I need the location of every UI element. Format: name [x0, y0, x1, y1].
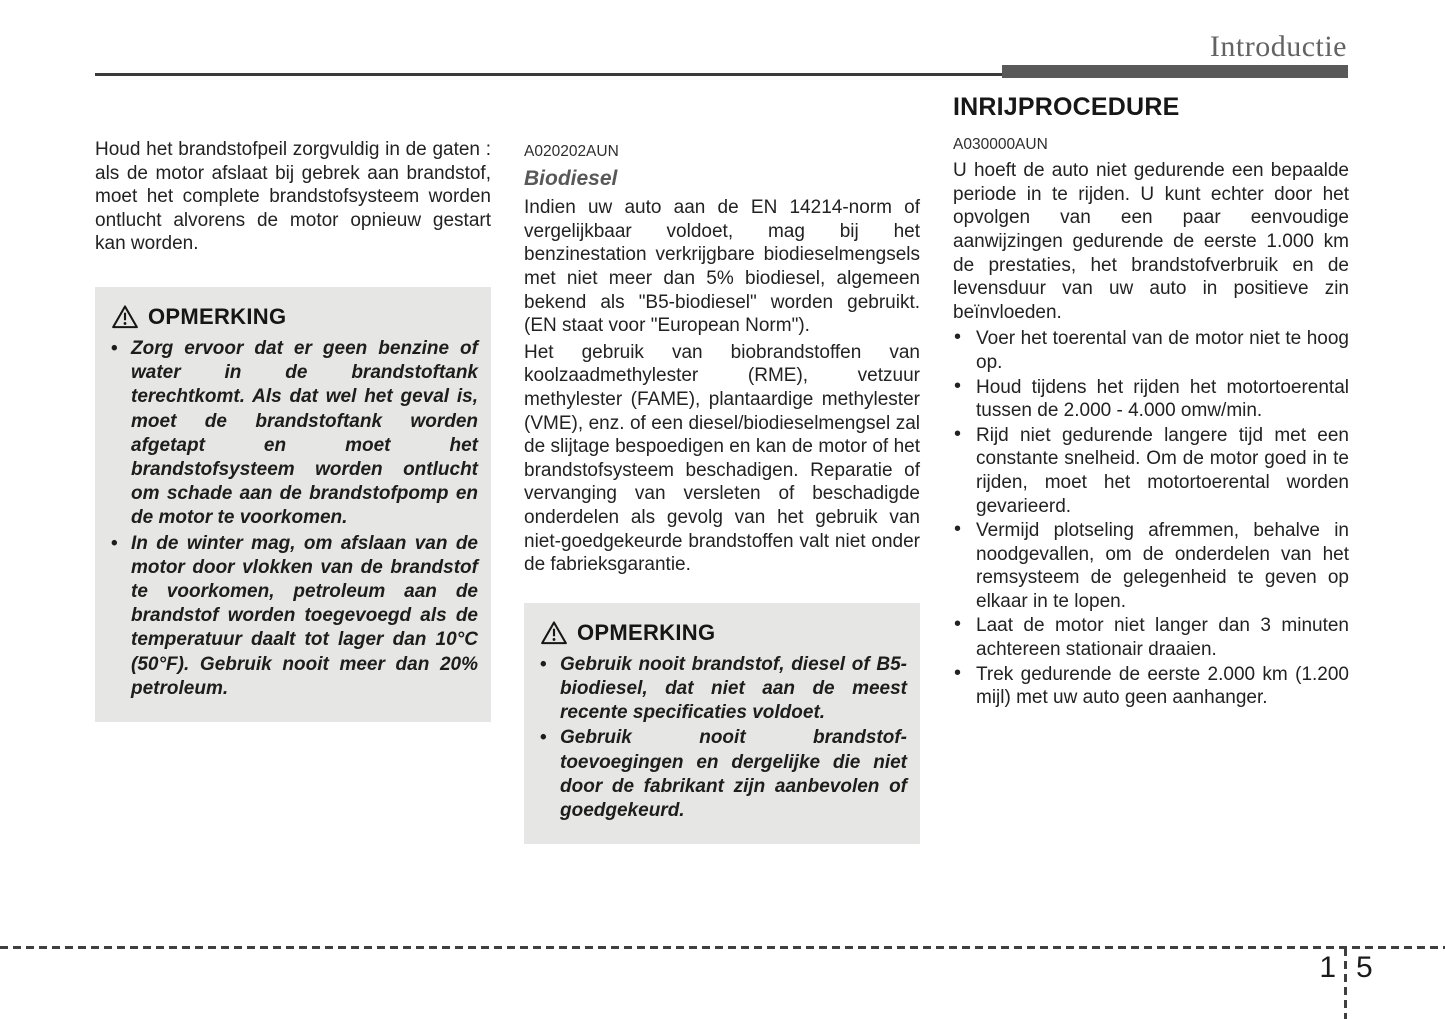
page-number-page: 5 — [1356, 951, 1373, 984]
fuel-level-paragraph: Houd het brandstofpeil zorgvuldig in de gaten : als de motor afslaat bij gebrek aan brandstof, moet het complete brandstofsysteem worden ontlucht alvorens de motor opnieuw gestart kan worden. — [95, 139, 491, 255]
inrij-bullet-list — [953, 327, 1349, 710]
column-middle — [524, 140, 920, 844]
note-bullet-text: Zorg ervoor dat er geen benzine of water in de brandstoftank terechtkomt. Als dat wel het geval is, moet de brandstoftank worden afgetapt en moet het brandstofsysteem worden ontlucht om schade aan de brandstofpomp en de motor te voorkomen. — [131, 337, 478, 529]
bullet-item — [953, 519, 1349, 613]
bullet-item — [953, 376, 1349, 423]
header-rule-thick — [1002, 65, 1348, 78]
note-bullet-text: Gebruik nooit brandstof, diesel of B5-biodiesel, dat niet aan de meest recente specificaties voldoet. — [560, 653, 907, 724]
bullet-text: Laat de motor niet langer dan 3 minuten achtereen stationair draaien. — [976, 615, 1349, 661]
note-bullet-list — [538, 653, 907, 823]
bullet-item — [953, 663, 1349, 710]
footer-dashed-rule — [0, 946, 1445, 949]
note-bullet-item — [538, 726, 907, 823]
bullet-text: Voer het toerental van de motor niet te hoog op. — [976, 328, 1349, 373]
note-bullet-item — [538, 653, 907, 726]
section-code: A020202AUN — [524, 143, 619, 160]
header-rule-thin — [95, 73, 1002, 76]
note-header — [111, 304, 478, 330]
bullet-text: Vermijd plotseling afremmen, behalve in noodgevallen, om de onderdelen van het remsysteem de gelegenheid te geven op elkaar in te lopen. — [976, 520, 1349, 612]
note-bullet-item — [109, 337, 478, 531]
bullet-item — [953, 614, 1349, 661]
note-header — [540, 620, 907, 646]
note-bullet-item — [109, 532, 478, 701]
note-box-biodiesel — [524, 603, 920, 844]
note-bullet-text: Gebruik nooit brandstof- toevoegingen en dergelijke die niet door de fabrikant zijn aanbevolen of goedgekeurd. — [560, 727, 907, 821]
note-bullet-text: In de winter mag, om afslaan van de motor door vlokken van de brandstof te voorkomen, petroleum aan de brandstof worden toegevoegd als de temperatuur daalt tot lager dan 10°C (50°F). Gebruik nooit meer dan 20% petroleum. — [131, 532, 478, 699]
bullet-text: Trek gedurende de eerste 2.000 km (1.200 mijl) met uw auto geen aanhanger. — [976, 663, 1349, 709]
section-code: A030000AUN — [953, 135, 1048, 153]
note-title: OPMERKING — [577, 619, 716, 645]
biodiesel-paragraph-1: Indien uw auto aan de EN 14214-norm of vergelijkbaar voldoet, mag bij het benzinestation verkrijgbare biodieselmengsels met niet meer dan 5% biodiesel, algemeen bekend als "B5-biodiesel" worden gebruikt. (EN staat voor "European Norm"). — [524, 197, 920, 337]
bullet-item — [953, 424, 1349, 518]
bullet-item — [953, 327, 1349, 374]
bullet-text: Rijd niet gedurende langere tijd met een constante snelheid. Om de motor goed in te rijden, moet het motortoerental worden gevarieerd. — [976, 424, 1349, 517]
section-title-inrijprocedure: INRIJPROCEDURE — [953, 93, 1180, 121]
column-left — [95, 138, 491, 722]
section-title-biodiesel: Biodiesel — [524, 166, 618, 190]
biodiesel-paragraph-2: Het gebruik van biobrandstoffen van koolzaadmethylester (RME), vetzuur methylester (FAME), plantaardige methylester (VME), enz. of een diesel/biodieselmengsel zal de slijtage bespoedigen en kan de motor of het brandstofsysteem beschadigen. Reparatie of vervanging van versleten of beschadigde onderdelen als gevolg van het gebruik van niet-goedgekeurde brandstoffen valt niet onder de fabrieksgarantie. — [524, 341, 920, 576]
warning-icon — [111, 304, 139, 330]
page-header-title: Introductie — [1209, 30, 1347, 63]
warning-icon — [540, 620, 568, 646]
bullet-text: Houd tijdens het rijden het motortoerental tussen de 2.000 - 4.000 omw/min. — [976, 376, 1349, 422]
page-number-chapter: 1 — [1319, 951, 1336, 984]
footer-dashed-divider — [1344, 948, 1347, 1019]
note-title: OPMERKING — [148, 304, 287, 330]
column-right — [953, 93, 1349, 711]
note-box-fuel — [95, 287, 491, 722]
inrij-intro-paragraph: U hoeft de auto niet gedurende een bepaalde periode in te rijden. U kunt echter door het opvolgen van een paar eenvoudige aanwijzingen gedurende de eerste 1.000 km de prestaties, het brandstofverbruik en de levensduur van uw auto in positieve zin beïnvloeden. — [953, 160, 1349, 323]
note-bullet-list — [109, 337, 478, 701]
